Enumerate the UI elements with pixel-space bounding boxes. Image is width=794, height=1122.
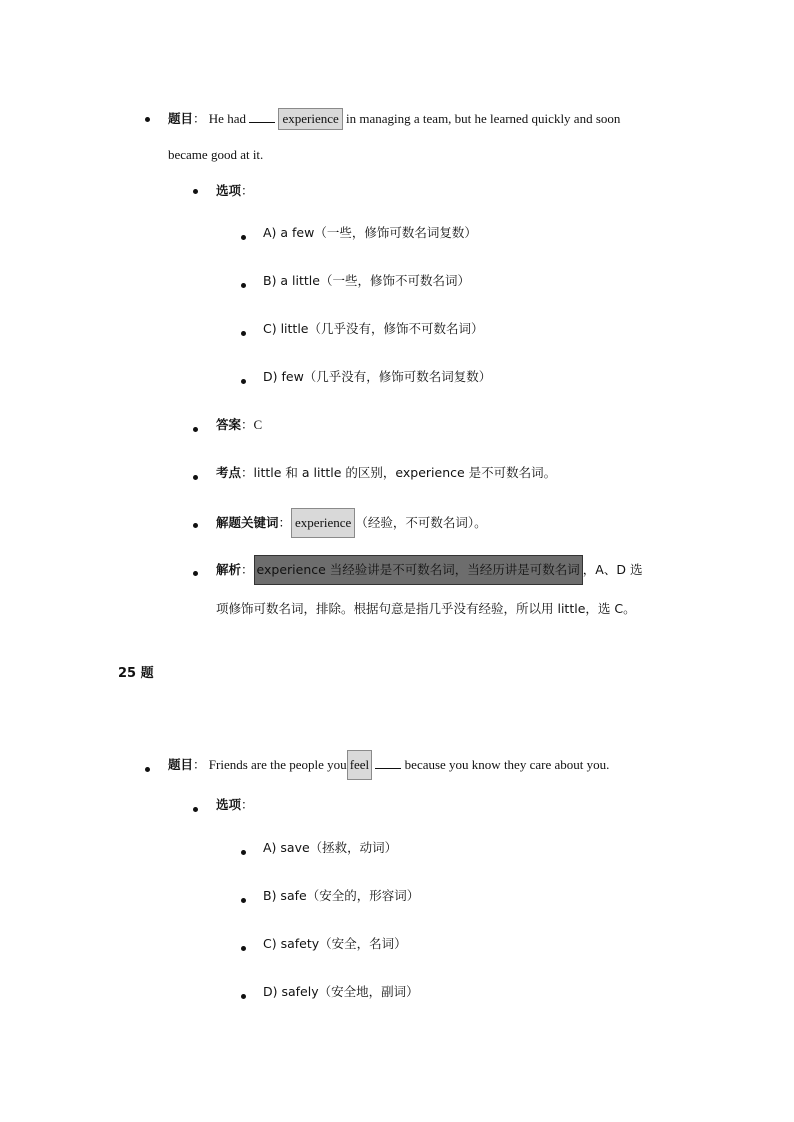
bullet: [193, 523, 198, 528]
bullet: [193, 807, 198, 812]
option-d: D) safely（安全地，副词）: [263, 984, 419, 999]
question-line: 题目： He had experience in managing a team, but he learned quickly and soon: [168, 108, 620, 130]
bullet: [193, 571, 198, 576]
option-b: B) a little（一些，修饰不可数名词）: [263, 273, 470, 288]
bullet: [241, 946, 246, 951]
option-a: A) save（拯救，动词）: [263, 840, 398, 855]
question-line: 题目： Friends are the people you feel because you know they care about you.: [168, 750, 609, 780]
keyword-line: 解题关键词： experience （经验，不可数名词）。: [216, 508, 487, 538]
bullet: [241, 283, 246, 288]
option-a: A) a few（一些，修饰可数名词复数）: [263, 225, 477, 240]
keyword-highlight: experience: [278, 108, 342, 130]
option-c: C) safety（安全，名词）: [263, 936, 407, 951]
analysis-line-2: 项修饰可数名词，排除。根据句意是指几乎没有经验，所以用 little，选 C。: [216, 601, 636, 616]
bullet: [193, 189, 198, 194]
question-label: 题目: [168, 757, 194, 772]
question-line-2: became good at it.: [168, 147, 264, 162]
options-heading: 选项：: [216, 797, 254, 812]
keyword-label: 解题关键词: [216, 515, 279, 530]
bullet: [193, 475, 198, 480]
bullet: [241, 235, 246, 240]
answer-blank: [375, 756, 401, 769]
keyword-highlight: experience: [291, 508, 355, 538]
point-value: little 和 a little 的区别，experience 是不可数名词。: [253, 465, 557, 480]
option-d: D) few（几乎没有，修饰可数名词复数）: [263, 369, 492, 384]
point-label: 考点: [216, 465, 242, 480]
answer-label: 答案: [216, 417, 242, 432]
bullet: [145, 117, 150, 122]
option-b: B) safe（安全的，形容词）: [263, 888, 420, 903]
bullet: [145, 767, 150, 772]
question-label: 题目: [168, 111, 194, 126]
bullet: [241, 331, 246, 336]
answer-line: 答案：C: [216, 417, 263, 432]
point-line: 考点：little 和 a little 的区别，experience 是不可数名词。: [216, 465, 557, 480]
answer-blank: [249, 110, 275, 123]
options-label: 选项: [216, 183, 242, 198]
answer-value: C: [253, 417, 263, 432]
analysis-highlight: experience 当经验讲是不可数名词，当经历讲是可数名词: [254, 555, 583, 585]
question-text-pre: Friends are the people you: [208, 757, 347, 772]
option-c: C) little（几乎没有，修饰不可数名词）: [263, 321, 484, 336]
bullet: [241, 850, 246, 855]
options-heading: 选项：: [216, 183, 254, 198]
bullet: [193, 427, 198, 432]
analysis-label: 解析: [216, 562, 242, 577]
analysis-text: ，A、D 选: [582, 562, 643, 577]
question-text-post: in managing a team, but he learned quickly and soon: [346, 111, 621, 126]
question-text-post: because you know they care about you.: [404, 757, 610, 772]
analysis-line: 解析： experience 当经验讲是不可数名词，当经历讲是可数名词 ，A、D 选: [216, 555, 642, 585]
keyword-highlight: feel: [347, 750, 372, 780]
bullet: [241, 994, 246, 999]
bullet: [241, 379, 246, 384]
options-label: 选项: [216, 797, 242, 812]
section-heading: 25 题: [118, 666, 154, 681]
bullet: [241, 898, 246, 903]
keyword-note: （经验，不可数名词）。: [355, 515, 487, 530]
question-text-pre: He had: [208, 111, 246, 126]
